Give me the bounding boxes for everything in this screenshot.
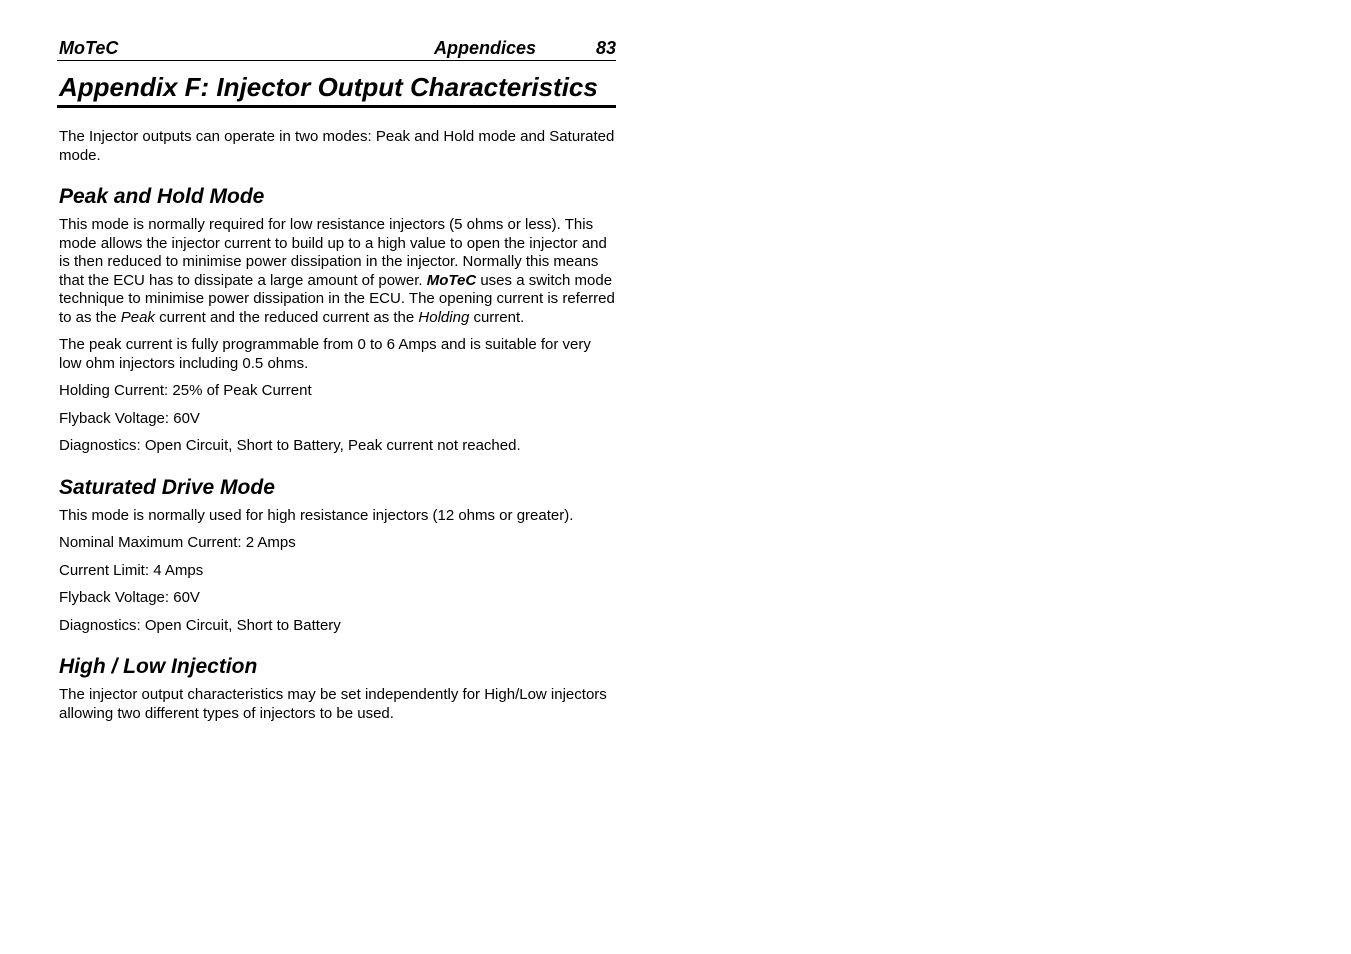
peak-hold-flyback-spec: Flyback Voltage: 60V <box>59 409 200 427</box>
header-page-number: 83 <box>595 38 616 58</box>
peak-hold-heading: Peak and Hold Mode <box>59 185 265 208</box>
document-body <box>57 128 616 723</box>
peak-hold-paragraph <box>59 216 616 327</box>
peak-hold-text-2: uses a switch mode technique to minimise power dissipation in the ECU. The opening current is referred to as the <box>59 271 615 326</box>
intro-paragraph: The Injector outputs can operate in two modes: Peak and Hold mode and Saturated mode. <box>59 128 615 164</box>
running-header <box>57 36 616 61</box>
holding-current-spec: Holding Current: 25% of Peak Current <box>59 382 312 399</box>
saturated-diagnostics-spec: Diagnostics: Open Circuit, Short to Battery <box>59 616 341 634</box>
page-column <box>57 36 616 723</box>
high-low-paragraph: The injector output characteristics may be set independently for High/Low injectors allowing two different types of injectors to be used. <box>59 686 607 722</box>
inline-holding-term: Holding <box>418 308 470 326</box>
saturated-flyback-spec: Flyback Voltage: 60V <box>59 589 200 606</box>
inline-peak-term: Peak <box>120 308 155 326</box>
peak-hold-text-1: This mode is normally required for low resistance injectors (5 ohms or less). This mode allows the injector current to build up to a high value to open the injector and is then reduced to minimise power dissipation in the injector. Normally this means that the ECU has to dissipate a large amount of power. <box>59 216 607 289</box>
page-title: Appendix F: Injector Output Characteristics <box>57 71 616 108</box>
nominal-current-spec: Nominal Maximum Current: 2 Amps <box>59 534 296 551</box>
inline-brand: MoTeC <box>426 271 477 289</box>
peak-hold-text-3: current and the reduced current as the <box>154 308 419 326</box>
header-brand: MoTeC <box>59 38 119 58</box>
peak-current-paragraph: The peak current is fully programmable from 0 to 6 Amps and is suitable for very low ohm injectors including 0.5 ohms. <box>59 336 591 372</box>
high-low-heading: High / Low Injection <box>59 655 258 678</box>
current-limit-spec: Current Limit: 4 Amps <box>59 561 204 579</box>
header-section: Appendices <box>433 38 536 58</box>
saturated-heading: Saturated Drive Mode <box>59 475 275 499</box>
saturated-paragraph: This mode is normally used for high resistance injectors (12 ohms or greater). <box>59 506 574 524</box>
peak-hold-diagnostics-spec: Diagnostics: Open Circuit, Short to Battery, Peak current not reached. <box>59 437 521 454</box>
peak-hold-text-4: current. <box>469 308 525 326</box>
